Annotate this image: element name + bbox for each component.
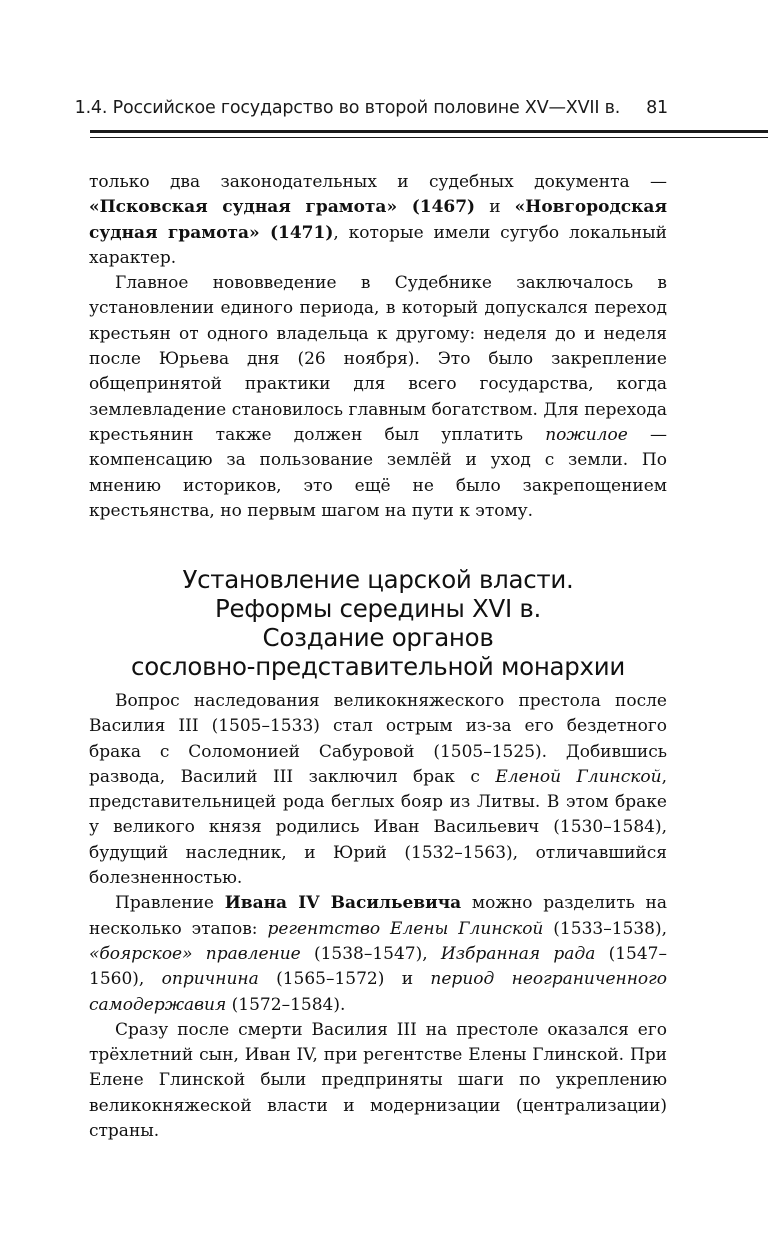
- bold-term: Ивана IV Васильевича: [224, 893, 462, 914]
- paragraph: [89, 170, 667, 271]
- text-run: Главное нововведение в Судебнике заключалось в установлении единого периода, в который допускался переход крестьян от одного владельца к другому: неделя до и неделя после Юрьева дня (26 ноября). Это было закрепление общепринятой практики для всего государства, когда землевладение становилось главным богатством. Для перехода крестьянин также должен был уплатить: [89, 273, 667, 445]
- header-rule-thin: [90, 137, 768, 138]
- text-run: Правление: [115, 893, 225, 914]
- text-run: (1547–1560),: [89, 943, 667, 990]
- italic-term: Избранная рада: [440, 943, 596, 964]
- text-run: Сразу после смерти Василия III на престоле оказался его трёхлетний сын, Иван IV, при регентстве Елены Глинской. При Елене Глинской были предприняты шаги по укреплению великокняжеской власти и модернизации (централизации) страны.: [89, 1019, 667, 1142]
- section-heading-line: Создание органов: [262, 623, 494, 652]
- paragraph: [89, 689, 667, 891]
- running-title: 1.4. Российское государство во второй половине XV—XVII в.: [74, 98, 621, 118]
- text-block-after-heading: [89, 689, 667, 1144]
- text-run: — компенсацию за пользование землёй и уход с земли. По мнению историков, это ещё не было закрепощением крестьянства, но первым шагом на пути к этому.: [89, 424, 668, 521]
- text-run: (1565–1572) и: [258, 969, 431, 990]
- header-rule: [90, 130, 768, 133]
- paragraph: [89, 891, 667, 1017]
- text-run: только два законодательных и судебных документа —: [89, 172, 667, 192]
- running-header: [74, 98, 668, 118]
- section-heading: [89, 565, 667, 681]
- section-heading-line: Реформы середины XVI в.: [214, 594, 541, 623]
- italic-term: «боярское» правление: [89, 943, 301, 964]
- bold-term: «Новгородская судная грамота» (1471): [89, 197, 668, 243]
- text-block-before-heading: [89, 170, 667, 524]
- text-run: , которые имели сугубо локальный характер.: [89, 222, 667, 268]
- text-run: и: [475, 197, 515, 218]
- text-run: (1572–1584).: [226, 994, 346, 1015]
- text-run: , представительницей рода беглых бояр из Литвы. В этом браке у великого князя родились Иван Васильевич (1530–1584), будущий наследник, и Юрий (1532–1563), отличавшийся болезненностью.: [89, 766, 667, 889]
- text-run: можно разделить на несколько этапов:: [89, 893, 668, 939]
- italic-term: регентство Елены Глинской: [267, 918, 544, 939]
- text-run: (1538–1547),: [300, 943, 441, 964]
- section-heading-line: сословно-представительной монархии: [131, 652, 625, 681]
- italic-term: пожилое: [545, 424, 628, 445]
- text-run: (1533–1538),: [543, 918, 667, 939]
- bold-term: «Псковская судная грамота» (1467): [89, 197, 476, 218]
- italic-term: Еленой Глинской: [495, 766, 662, 787]
- italic-term: период неограниченного самодержавия: [89, 969, 667, 1015]
- section-heading-line: Установление царской власти.: [182, 565, 574, 594]
- paragraph: [89, 1018, 667, 1144]
- paragraph: [89, 271, 667, 524]
- text-run: Вопрос наследования великокняжеского престола после Василия III (1505–1533) стал острым из-за его бездетного брака с Соломонией Сабуровой (1505–1525). Добившись развода, Василий III заключил брак с: [89, 691, 667, 787]
- page-number: 81: [646, 98, 668, 118]
- italic-term: опричнина: [161, 969, 259, 990]
